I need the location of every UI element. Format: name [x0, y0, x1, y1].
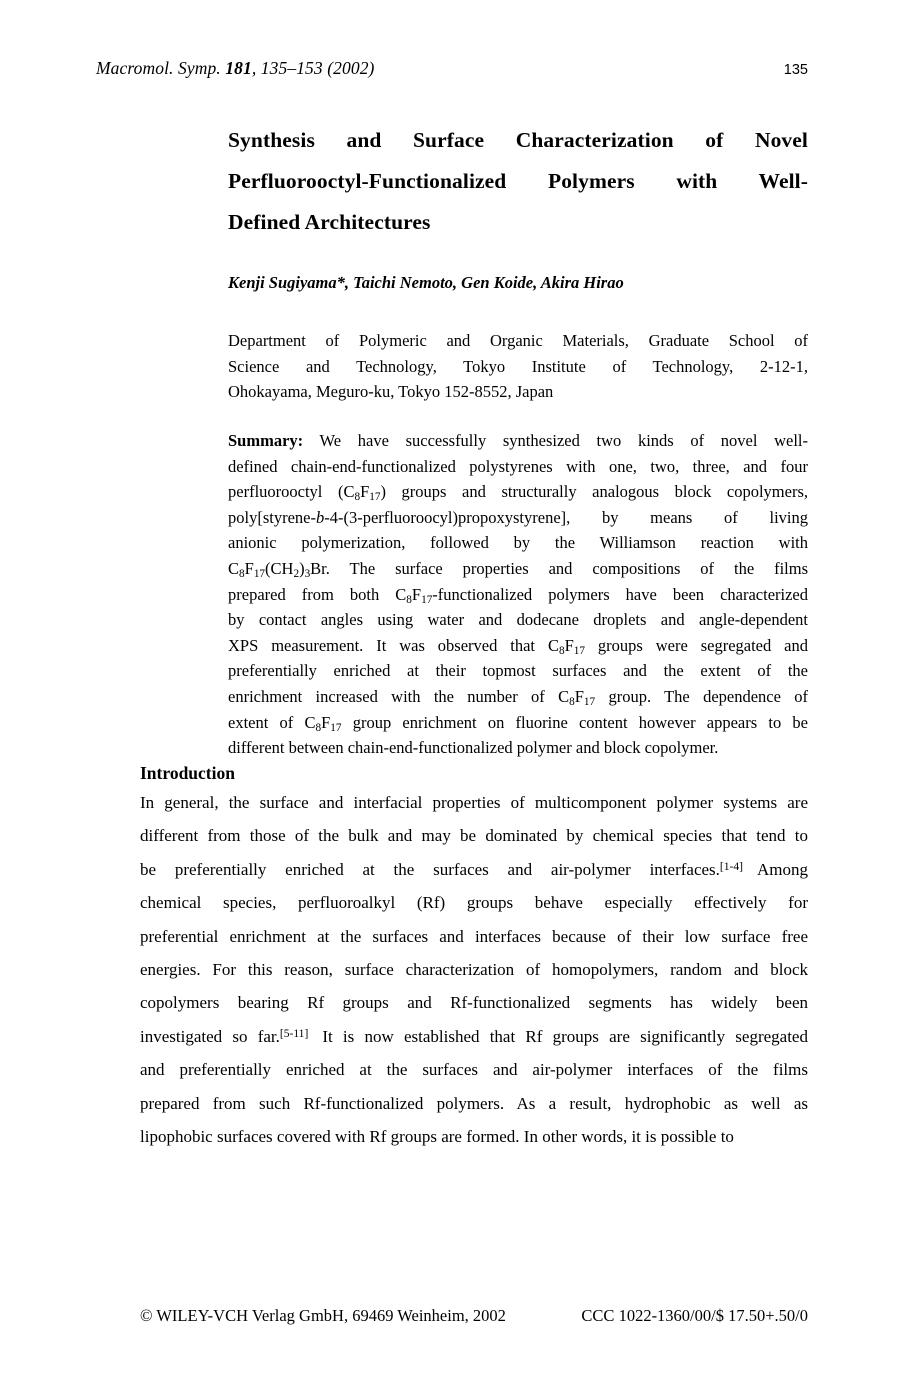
page-number: 135 — [783, 62, 808, 78]
summary-abstract — [228, 428, 808, 761]
author-list: Kenji Sugiyama*, Taichi Nemoto, Gen Koide, Akira Hirao — [228, 273, 624, 292]
body-line — [140, 853, 808, 886]
summary-text: F — [244, 558, 254, 578]
summary-text: -functionalized polymers have been characterized — [432, 584, 808, 604]
summary-line: anionic polymerization, followed by the Williamson reaction with — [228, 533, 808, 553]
summary-text: F — [574, 686, 584, 706]
body-line: different from those of the bulk and may be dominated by chemical species that tend to — [140, 826, 808, 846]
formula-subscript: 8 — [558, 644, 565, 657]
summary-text: prepared from both C — [228, 584, 407, 604]
summary-line — [228, 505, 808, 531]
summary-label: Summary: — [228, 431, 304, 450]
body-text: It is now established that Rf groups are significantly segregated — [322, 1026, 808, 1046]
summary-text: F — [321, 712, 331, 732]
summary-text: perfluorooctyl (C — [228, 482, 355, 502]
summary-line — [228, 582, 808, 608]
body-line: prepared from such Rf-functionalized polymers. As a result, hydrophobic as well as — [140, 1093, 808, 1113]
copyright-notice: © WILEY-VCH Verlag GmbH, 69469 Weinheim, 2002 — [140, 1306, 506, 1325]
formula-subscript: 8 — [569, 695, 575, 708]
ccc-code: CCC 1022-1360/00/$ 17.50+.50/0 — [581, 1306, 808, 1325]
body-line: copolymers bearing Rf groups and Rf-functionalized segments has widely been — [140, 993, 808, 1013]
summary-line — [228, 556, 808, 582]
formula-subscript: 3 — [304, 567, 311, 580]
summary-text: Br. The surface properties and compositions of the films — [310, 558, 808, 578]
introduction-paragraph — [140, 786, 808, 1153]
summary-line — [228, 684, 808, 710]
italic-descriptor: b — [315, 507, 325, 527]
summary-text: ) — [299, 558, 305, 578]
formula-subscript: 8 — [354, 490, 361, 503]
formula-subscript: 17 — [583, 695, 596, 708]
summary-text: F — [564, 635, 574, 655]
formula-subscript: 2 — [293, 567, 300, 580]
summary-line — [228, 479, 808, 505]
summary-text: group. The dependence of — [595, 686, 809, 706]
page-footer — [140, 1306, 808, 1326]
summary-text: groups were segregated and — [584, 635, 809, 655]
article-title — [228, 120, 808, 243]
formula-subscript: 8 — [406, 593, 412, 606]
summary-text: (CH — [265, 558, 294, 578]
formula-subscript: 8 — [315, 721, 322, 734]
body-text: Among — [757, 859, 808, 879]
formula-subscript: 8 — [239, 567, 245, 580]
journal-name: Macromol. Symp. — [96, 58, 221, 78]
summary-line — [228, 633, 808, 659]
body-line: and preferentially enriched at the surfaces and air-polymer interfaces of the films — [140, 1060, 808, 1080]
summary-text: enrichment increased with the number of C — [228, 686, 570, 706]
summary-text: -4-(3-perfluoroocyl)propoxystyrene], by means of living — [324, 507, 808, 527]
summary-text: C — [228, 558, 240, 578]
citation-reference[interactable]: [1-4] — [719, 859, 743, 873]
summary-text: F — [360, 482, 370, 502]
summary-text: We have successfully synthesized two kinds of novel well- — [303, 431, 808, 450]
article-title-line: Defined Architectures — [228, 210, 431, 235]
summary-text: group enrichment on fluorine content however appears to be — [341, 712, 808, 732]
citation-reference[interactable]: [5-11] — [279, 1026, 309, 1040]
affiliation — [228, 328, 808, 405]
body-line — [140, 1020, 808, 1053]
formula-subscript: 17 — [573, 644, 585, 657]
running-head — [96, 58, 808, 79]
summary-line — [228, 710, 808, 736]
affiliation-line: Department of Polymeric and Organic Materials, Graduate School of — [228, 331, 808, 350]
article-title-line: Synthesis and Surface Characterization of Novel — [228, 128, 808, 153]
summary-line: defined chain-end-functionalized polystyrenes with one, two, three, and four — [228, 456, 808, 476]
summary-text: poly[styrene- — [228, 507, 316, 527]
formula-subscript: 17 — [330, 721, 342, 734]
formula-subscript: 17 — [253, 567, 266, 580]
body-line: chemical species, perfluoroalkyl (Rf) groups behave especially effectively for — [140, 893, 808, 913]
body-text: be preferentially enriched at the surfaces and air-polymer interfaces. — [140, 859, 720, 879]
journal-volume: 181 — [225, 58, 252, 78]
summary-text: ) groups and structurally analogous block copolymers, — [380, 482, 808, 502]
summary-text: F — [411, 584, 422, 604]
affiliation-line: Science and Technology, Tokyo Institute of Technology, 2-12-1, — [228, 356, 808, 376]
body-line: In general, the surface and interfacial properties of multicomponent polymer systems are — [140, 793, 808, 812]
summary-line: different between chain-end-functionalized polymer and block copolymer. — [228, 738, 719, 758]
section-heading-introduction: Introduction — [140, 762, 235, 783]
affiliation-line: Ohokayama, Meguro-ku, Tokyo 152-8552, Japan — [228, 382, 554, 401]
body-line: energies. For this reason, surface characterization of homopolymers, random and block — [140, 960, 808, 980]
body-text: investigated so far. — [140, 1026, 280, 1046]
body-line: lipophobic surfaces covered with Rf groups are formed. In other words, it is possible to — [140, 1127, 734, 1147]
journal-pages-year: , 135–153 (2002) — [251, 58, 375, 78]
summary-text: extent of C — [228, 712, 316, 732]
summary-line: by contact angles using water and dodecane droplets and angle-dependent — [228, 610, 808, 630]
summary-line: preferentially enriched at their topmost surfaces and the extent of the — [228, 661, 808, 681]
body-line: preferential enrichment at the surfaces and interfaces because of their low surface free — [140, 926, 808, 946]
article-title-line: Perfluorooctyl-Functionalized Polymers with Well- — [228, 169, 808, 194]
summary-text: XPS measurement. It was observed that C — [228, 635, 559, 655]
formula-subscript: 17 — [421, 593, 433, 606]
formula-subscript: 17 — [369, 490, 381, 503]
journal-reference — [96, 58, 374, 79]
summary-line — [228, 428, 808, 454]
